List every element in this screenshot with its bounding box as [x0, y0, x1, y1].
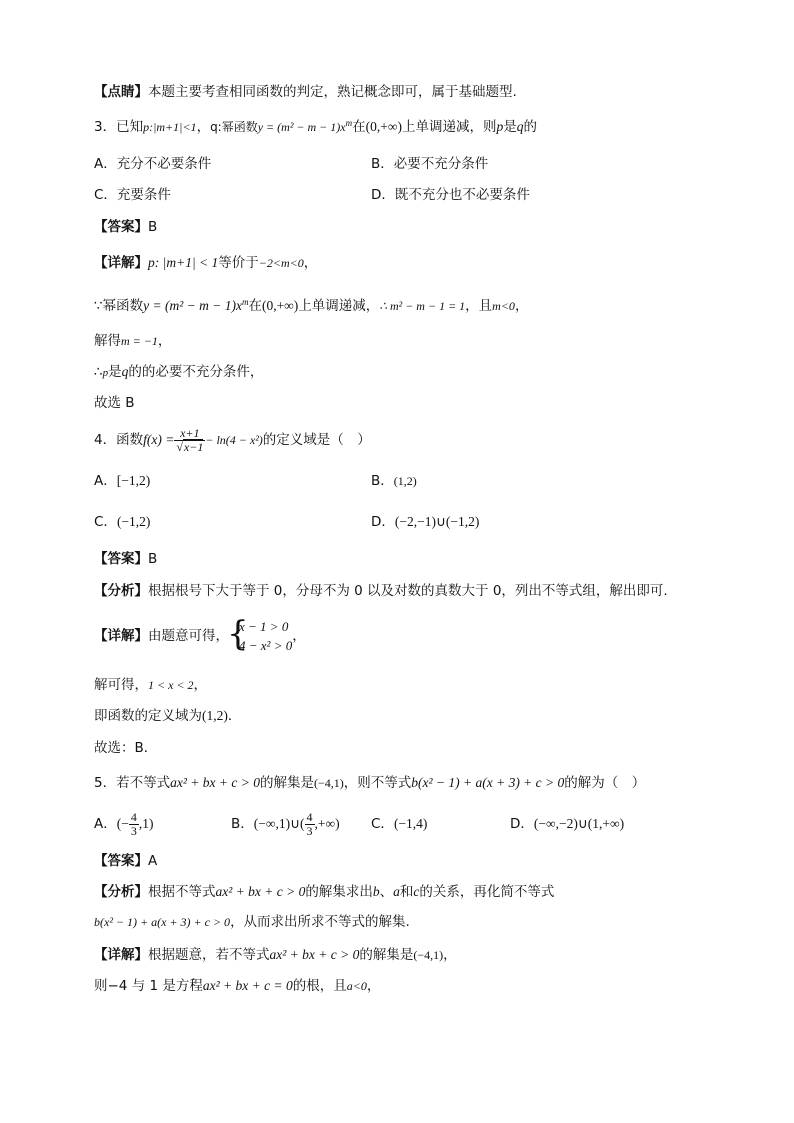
q4-numerator: x+1 [174, 427, 205, 441]
q4-domain [94, 706, 241, 726]
q5-answer-value: A [148, 853, 158, 869]
q4-domain-end: ． [227, 708, 242, 724]
q4-option-d-value: (−2,−1)∪(−1,2) [394, 514, 480, 529]
q3-d2-pre: ∵幂函数 [94, 298, 144, 314]
q3-function: y = (m² − m − 1)x [257, 120, 346, 134]
q5-option-d-label: D． [510, 816, 534, 832]
question-4 [94, 425, 371, 455]
q5-detail-ineq: ax² + bx + c > 0 [269, 947, 360, 962]
q4-detail-tag: 【详解】 [94, 628, 148, 644]
q5-inequality-2: b(x² − 1) + a(x + 3) + c > 0 [411, 775, 565, 790]
q3-d4-pre: ∴ [94, 364, 103, 380]
q5-option-b-pre: (−∞,1)∪( [253, 816, 305, 831]
q5-option-b[interactable] [231, 808, 340, 840]
q5-last-pre: 则−4 与 1 是方程 [94, 978, 203, 994]
q5-detail-set: (−4,1) [413, 948, 444, 962]
q3-d2-text2: ，且 [465, 298, 493, 314]
q5-analysis-pre: 根据不等式 [148, 884, 216, 900]
q3-is: 是 [503, 119, 517, 135]
q5-option-a[interactable] [94, 808, 153, 840]
q4-option-b-label: B． [371, 473, 394, 489]
q4-domain-pre: 即函数的定义域为 [94, 708, 202, 724]
q4-solve-pre: 解可得， [94, 677, 148, 693]
q5-detail-end: ， [443, 947, 457, 963]
q4-fraction [174, 427, 205, 454]
q5-option-a-label: A． [94, 816, 117, 832]
q3-d2-math: y = (m² − m − 1)x [143, 298, 242, 313]
q3-option-d[interactable]: D．既不充分也不必要条件 [371, 187, 530, 203]
q5-option-b-post: ,+∞) [314, 816, 340, 831]
q5-analysis-and: 和 [399, 884, 414, 900]
q3-d2-mid: 在 [248, 298, 262, 314]
q4-tail: 的定义域是（ ） [262, 432, 371, 448]
q3-q-label: q:幂函数 [210, 120, 258, 134]
q5-option-c-value: (−1,4) [393, 816, 428, 831]
q5-option-a-post: ,1) [138, 816, 154, 831]
q3-option-a[interactable]: A．充分不必要条件 [94, 156, 212, 172]
q3-tail: 上单调递减，则 [401, 119, 497, 135]
q4-sqrt-icon: √ [176, 439, 183, 454]
question-5 [94, 773, 645, 793]
q3-d2-text: 上单调递减， [298, 298, 380, 314]
q4-sys-line-1: x − 1 > 0 [239, 619, 289, 634]
q4-answer-value: B [148, 551, 158, 567]
q4-option-c-value: (−1,2) [116, 514, 151, 529]
q5-last-mid: 的根，且 [292, 978, 347, 994]
q5-analysis-mid: 的解集求出 [305, 884, 373, 900]
q4-radicand: x−1 [183, 439, 204, 454]
q5-option-b-fraction [305, 811, 315, 838]
q3-detail-text: 等价于 [218, 255, 259, 271]
q3-detail-tag: 【详解】 [94, 255, 148, 271]
q5-last-end: ， [366, 978, 381, 994]
q3-detail-math2: −2<m<0 [258, 256, 304, 270]
brace-icon: { [227, 614, 249, 654]
q4-option-a[interactable] [94, 471, 150, 491]
q5-detail [94, 945, 457, 965]
q5-analysis-tail: 的关系，再化简不等式 [419, 884, 555, 900]
q4-solve [94, 675, 207, 695]
q5-option-a-fraction [129, 811, 139, 838]
q5-set: (−4,1) [313, 776, 344, 790]
q5-analysis2-tail: ，从而求出所求不等式的解集. [230, 914, 410, 930]
q5-mid: 的解集是 [259, 775, 314, 791]
q3-d3-text: 解得 [94, 333, 121, 349]
q4-option-d-label: D． [371, 514, 395, 530]
q3-detail-2 [94, 296, 528, 316]
q4-analysis-text: 根据根号下大于等于 0，分母不为 0 以及对数的真数大于 0，列出不等式组，解出即可. [148, 583, 668, 599]
q4-f: f(x) = [143, 432, 175, 447]
q3-mid: 在 [352, 119, 366, 135]
q4-number: 4．函数 [94, 432, 144, 448]
q3-detail-4 [94, 362, 263, 383]
q5-analysis-b: b [372, 884, 380, 899]
q3-d2-exp: m [241, 297, 249, 307]
q3-d2-end: ， [514, 298, 529, 314]
q5-option-a-pre: (− [116, 816, 129, 831]
q5-tail: 的解为（ ） [564, 775, 646, 791]
q4-detail-pre: 由题意可得， [148, 628, 229, 644]
q5-last [94, 976, 380, 996]
q3-d2-math2: ∴ m² − m − 1 = 1 [379, 299, 466, 313]
q3-d3-end: ， [157, 333, 172, 349]
q3-answer [94, 217, 157, 237]
q3-exponent: m [345, 118, 353, 128]
q4-domain-math: (1,2) [202, 708, 228, 723]
q4-option-b-value: (1,2) [393, 474, 417, 488]
tip-line [94, 82, 517, 102]
q3-option-b[interactable]: B．必要不充分条件 [371, 156, 489, 172]
tip-text: 本题主要考查相同函数的判定，熟记概念即可，属于基础题型. [148, 84, 517, 100]
q4-rest: − ln(4 − x²) [205, 433, 263, 447]
q3-d2-interval: (0,+∞) [261, 298, 299, 313]
q5-last-eq: ax² + bx + c = 0 [202, 978, 293, 993]
q4-detail [94, 616, 306, 656]
q3-answer-value: B [148, 219, 158, 235]
q5-option-b-label: B． [231, 816, 254, 832]
q5-option-a-den: 3 [130, 823, 137, 838]
q5-detail-mid: 的解集是 [359, 947, 414, 963]
q5-option-c[interactable] [371, 808, 427, 840]
q4-sys-line-2: 4 − x² > 0 [239, 638, 293, 653]
q5-option-c-label: C． [371, 816, 394, 832]
q5-inequality: ax² + bx + c > 0 [170, 775, 260, 790]
q3-detail-5: 故选 B [94, 395, 135, 411]
q3-detail-math: p: |m+1| < 1 [148, 255, 219, 270]
q3-answer-tag: 【答案】 [94, 219, 148, 235]
q5-analysis-tag: 【分析】 [94, 884, 148, 900]
q4-option-a-value: [−1,2) [116, 473, 151, 488]
q3-interval: (0,+∞) [365, 119, 402, 134]
q4-analysis [94, 581, 668, 601]
q5-option-d-value: (−∞,−2)∪(1,+∞) [533, 816, 625, 831]
q4-choose: 故选：B． [94, 740, 158, 756]
q5-option-b-num: 4 [306, 809, 313, 824]
q3-detail-end: ， [303, 255, 318, 271]
q4-option-c-label: C． [94, 514, 117, 530]
q3-detail-3 [94, 331, 171, 351]
q3-q: q [516, 119, 524, 134]
q5-answer-tag: 【答案】 [94, 853, 148, 869]
q5-analysis-ineq: ax² + bx + c > 0 [215, 884, 306, 899]
q4-option-c[interactable] [94, 512, 150, 532]
tip-tag: 【点睛】 [94, 84, 148, 100]
q5-option-a-num: 4 [130, 809, 137, 824]
q3-p-condition: p:|m+1|<1 [143, 120, 197, 134]
q4-solve-end: ， [193, 677, 208, 693]
question-3: 3．已知p:|m+1|<1，q:幂函数$y = (m^2 - m - 1)x^m$在(0,+∞)上单调递减，则p是q的 [94, 118, 537, 135]
q4-solve-math: 1 < x < 2 [148, 678, 194, 692]
q5-detail-tag: 【详解】 [94, 947, 148, 963]
q4-answer-tag: 【答案】 [94, 551, 148, 567]
q5-option-d[interactable] [510, 808, 624, 840]
q5-answer [94, 851, 157, 871]
q5-analysis-a: a [393, 884, 400, 899]
q3-d4-q: q [121, 364, 129, 379]
q3-d4-p: p [102, 367, 109, 379]
q5-analysis-1 [94, 882, 554, 902]
q5-last-math: a<0 [346, 979, 367, 993]
q5-detail-pre: 根据题意，若不等式 [148, 947, 270, 963]
q5-analysis-sep: 、 [379, 884, 394, 900]
q5-option-b-den: 3 [306, 823, 313, 838]
q3-p: p [496, 119, 504, 134]
q4-denominator [174, 441, 205, 454]
q4-option-a-label: A． [94, 473, 117, 489]
q5-analysis-c: c [413, 884, 420, 899]
q3-d3-math: m = −1 [121, 334, 158, 348]
q3-detail-1 [94, 253, 317, 273]
q5-mid2: ，则不等式 [343, 775, 412, 791]
q3-number: 3．已知 [94, 119, 144, 135]
q3-d4-text: 的的必要不充分条件， [128, 364, 264, 380]
q4-option-b[interactable] [371, 471, 417, 491]
q4-sys-end: ， [292, 628, 306, 644]
q3-d4-mid: 是 [108, 364, 122, 380]
q4-answer [94, 549, 157, 569]
q5-analysis2-math: b(x² − 1) + a(x + 3) + c > 0 [94, 915, 231, 929]
q5-number: 5．若不等式 [94, 775, 171, 791]
q5-analysis-2 [94, 912, 410, 932]
q4-analysis-tag: 【分析】 [94, 583, 148, 599]
q4-option-d[interactable] [371, 512, 479, 532]
q3-d2-math3: m<0 [492, 299, 515, 313]
q3-option-c[interactable]: C．充要条件 [94, 187, 171, 203]
q3-end: 的 [523, 119, 537, 135]
q4-inequality-system [227, 614, 293, 655]
